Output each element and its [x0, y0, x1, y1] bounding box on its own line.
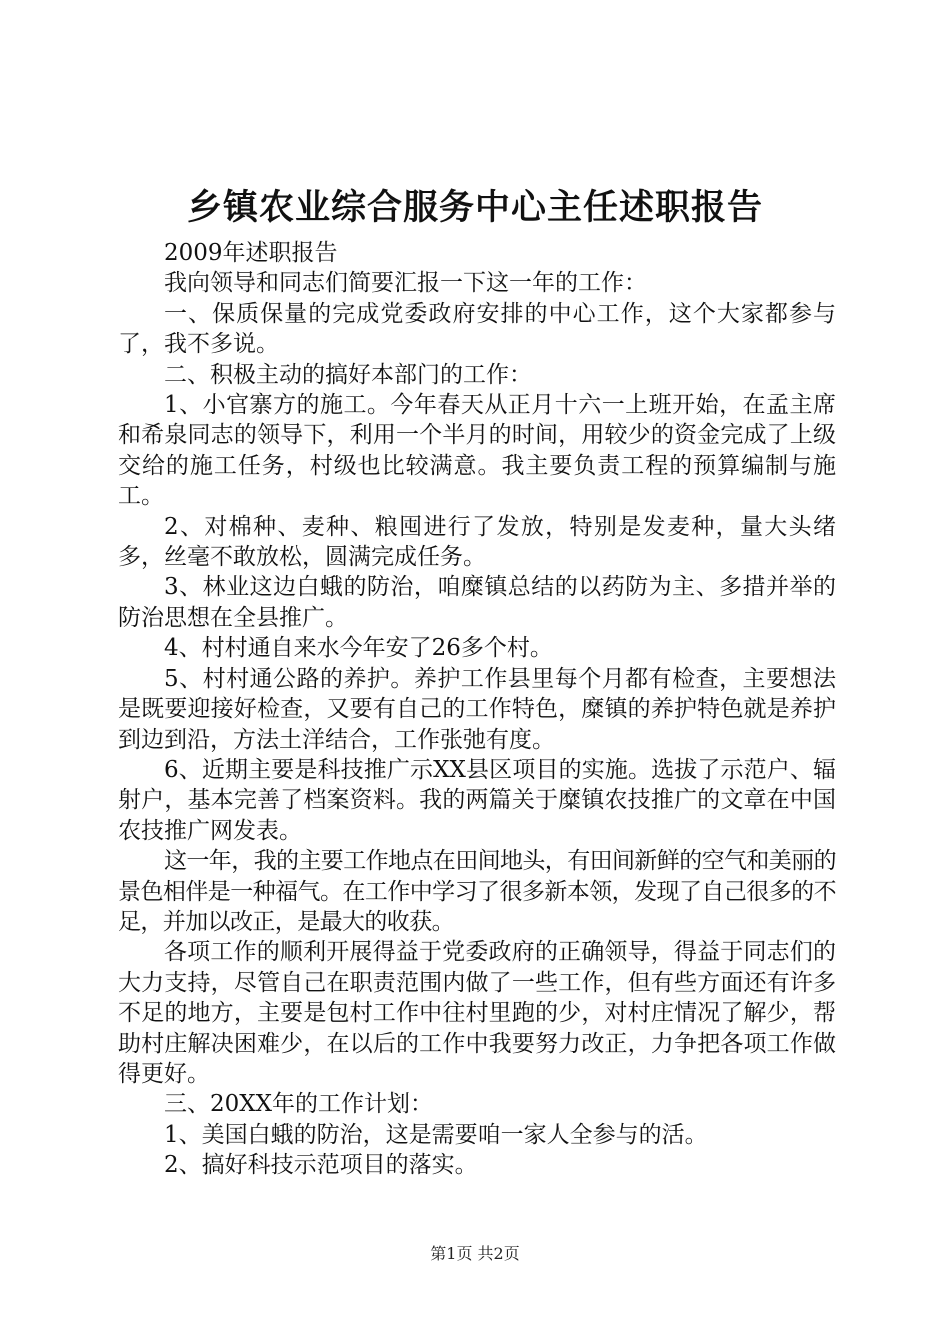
document-body: [118, 238, 836, 1181]
paragraph-intro: 我向领导和同志们简要汇报一下这一年的工作：: [164, 270, 647, 297]
paragraph-plan-item-1: 1、美国白蛾的防治，这是需要咱一家人全参与的活。: [164, 1121, 708, 1148]
paragraph-section-three-heading: 三、20XX年的工作计划：: [164, 1091, 434, 1118]
paragraph-section-two-heading: 二、积极主动的搞好本部门的工作：: [164, 361, 532, 388]
paragraph-plan-item-2: 2、搞好科技示范项目的落实。: [164, 1152, 478, 1179]
document-title: 乡镇农业综合服务中心主任述职报告: [186, 187, 763, 228]
paragraph-item-5: 5、村村通公路的养护。养护工作县里每个月都有检查，主要想法是既要迎接好检查，又要有自己的工作特色，糜镇的养护特色就是养护到边到沿，方法土洋结合，工作张弛有度。: [118, 665, 836, 753]
paragraph-report-year: 2009年述职报告: [164, 240, 338, 266]
paragraph-item-4: 4、村村通自来水今年安了26多个村。: [164, 635, 553, 662]
paragraph-item-6: 6、近期主要是科技推广示XX县区项目的实施。选拔了示范户、辐射户，基本完善了档案资料。我的两篇关于糜镇农技推广的文章在中国农技推广网发表。: [118, 756, 836, 844]
page-number-footer: 第1页 共2页: [430, 1244, 520, 1263]
paragraph-item-3: 3、林业这边白蛾的防治，咱糜镇总结的以药防为主、多措并举的防治思想在全县推广。: [118, 574, 836, 631]
paragraph-item-1: 1、小官寨方的施工。今年春天从正月十六一上班开始，在孟主席和希泉同志的领导下，利用一个半月的时间，用较少的资金完成了上级交给的施工任务，村级也比较满意。我主要负责工程的预算编制与施工。: [118, 392, 836, 510]
paragraph-year-summary: 这一年，我的主要工作地点在田间地头，有田间新鲜的空气和美丽的景色相伴是一种福气。在工作中学习了很多新本领，发现了自己很多的不足，并加以改正，是最大的收获。: [118, 848, 837, 935]
paragraph-section-one: 一、保质保量的完成党委政府安排的中心工作，这个大家都参与了，我不多说。: [118, 300, 836, 358]
paragraph-item-2: 2、对棉种、麦种、粮囤进行了发放，特别是发麦种，量大头绪多，丝毫不敢放松，圆满完成任务。: [118, 513, 836, 571]
paragraph-reflection: 各项工作的顺利开展得益于党委政府的正确领导，得益于同志们的大力支持，尽管自己在职责范围内做了一些工作，但有些方面还有许多不足的地方，主要是包村工作中往村里跑的少，对村庄情况了解少，帮助村庄解决困难少，在以后的工作中我要努力改正，力争把各项工作做得更好。: [118, 939, 836, 1087]
